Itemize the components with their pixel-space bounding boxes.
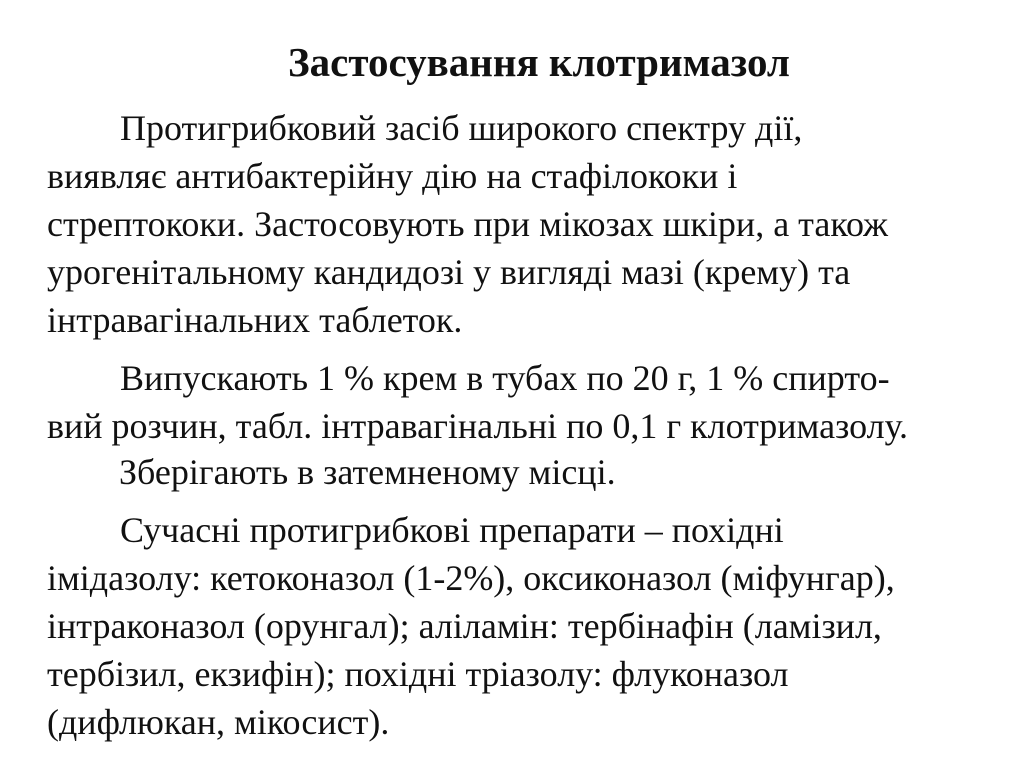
paragraph-3-line-1: Зберігають в затемненому місці.	[119, 452, 616, 492]
paragraph-1-line-5: інтравагінальних таблеток.	[47, 300, 463, 340]
paragraph-1-line-2: виявляє антибактерійну дію на стафілококи і	[47, 156, 738, 196]
paragraph-4-line-5: (дифлюкан, мікосист).	[47, 702, 390, 742]
paragraph-1-line-4: урогенітальному кандидозі у вигляді мазі (крему) та	[47, 252, 851, 292]
paragraph-4-line-1: Сучасні протигрибкові препарати – похідні	[120, 510, 784, 550]
paragraph-2-line-2: вий розчин, табл. інтравагінальні по 0,1 г клотримазолу.	[47, 406, 908, 446]
paragraph-1-line-3: стрептококи. Застосовують при мікозах шкіри, а також	[47, 204, 888, 244]
paragraph-4-line-2: імідазолу: кетоконазол (1-2%), оксиконазол (міфунгар),	[47, 558, 895, 598]
slide-title: Застосування клотримазол	[288, 39, 790, 85]
paragraph-4-line-3: інтраконазол (орунгал); аліламін: тербінафін (ламізил,	[47, 606, 882, 646]
paragraph-4-line-4: тербізил, екзифін); похідні тріазолу: флуконазол	[47, 654, 789, 694]
paragraph-1-line-1: Протигрибковий засіб широкого спектру дії,	[120, 108, 803, 148]
paragraph-2-line-1: Випускають 1 % крем в тубах по 20 г, 1 % спирто-	[120, 358, 890, 398]
